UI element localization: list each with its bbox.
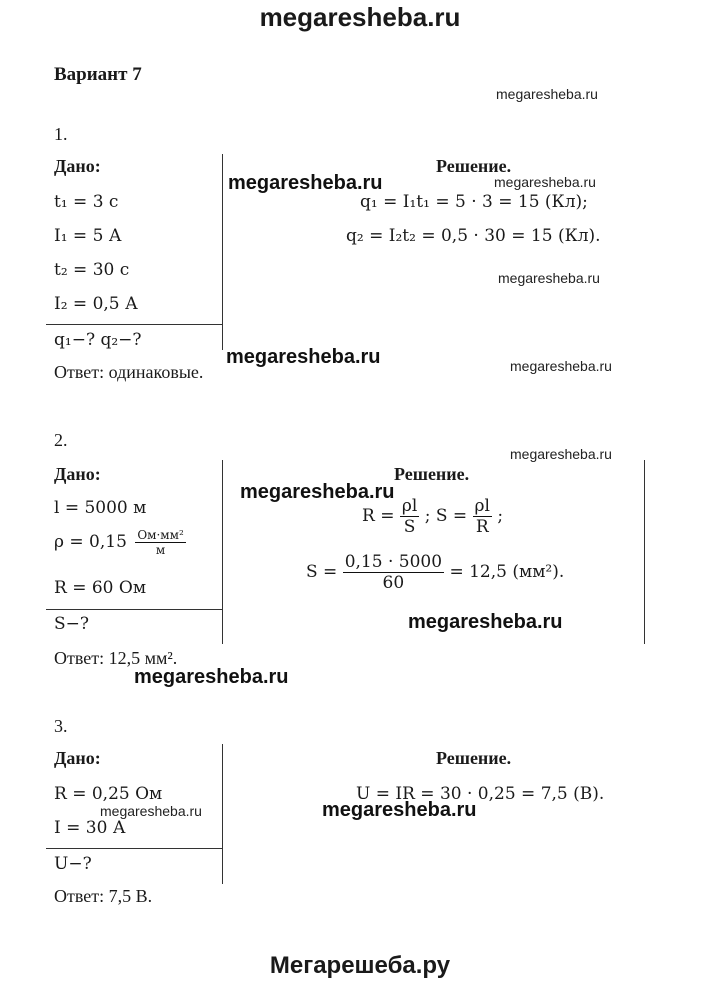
watermark-big: megaresheba.ru [408, 611, 563, 633]
find-line: q₁−? q₂−? [54, 330, 142, 350]
fraction-numerator: ρl [474, 496, 490, 516]
fraction-denominator: S [403, 517, 416, 537]
footer-site-title: Мегарешеба.ру [269, 952, 451, 979]
watermark-small: megaresheba.ru [510, 358, 612, 374]
watermark-small: megaresheba.ru [496, 86, 598, 102]
watermark-small: megaresheba.ru [498, 270, 600, 286]
given-line: R = 0,25 Ом [54, 784, 163, 804]
watermark-big: megaresheba.ru [240, 481, 395, 503]
watermark-small: megaresheba.ru [100, 803, 202, 819]
given-label: Дано: [54, 156, 101, 176]
problem-number: 3. [54, 716, 68, 736]
unit-denominator: м [155, 543, 166, 557]
given-line [54, 528, 186, 557]
solution-line: q₁ = I₁t₁ = 5 · 3 = 15 (Кл); [360, 192, 588, 212]
divider-vertical [222, 744, 223, 884]
solution-line: U = IR = 30 · 0,25 = 7,5 (В). [356, 784, 605, 804]
given-line: I₁ = 5 А [54, 226, 122, 246]
fraction-denominator: R [475, 517, 489, 537]
solution-label: Решение. [436, 156, 512, 176]
given-label: Дано: [54, 748, 101, 768]
fraction [473, 496, 492, 537]
divider-horizontal [46, 848, 223, 849]
solution-label: Решение. [436, 748, 512, 768]
given-rho-prefix: ρ = 0,15 [54, 532, 127, 552]
watermark-big: megaresheba.ru [226, 346, 381, 368]
fraction-numerator: ρl [401, 496, 418, 516]
fraction [343, 552, 444, 593]
fraction-numerator: 0,15 · 5000 [344, 552, 443, 572]
answer: Ответ: одинаковые. [54, 362, 204, 382]
divider-vertical [222, 460, 223, 644]
variant-title: Вариант 7 [54, 64, 142, 85]
given-line: t₁ = 3 с [54, 192, 119, 212]
formula-part: S = [306, 562, 338, 582]
fraction-denominator: 60 [382, 573, 405, 593]
watermark-big: megaresheba.ru [228, 172, 383, 194]
answer: Ответ: 7,5 В. [54, 886, 153, 906]
unit-fraction [135, 528, 185, 557]
divider-horizontal [46, 324, 223, 325]
given-line: l = 5000 м [54, 498, 147, 518]
divider-vertical [222, 154, 223, 350]
watermark-small: megaresheba.ru [510, 446, 612, 462]
formula-part: ; [497, 506, 504, 526]
watermark-big: megaresheba.ru [134, 666, 289, 688]
given-line: I₂ = 0,5 А [54, 294, 138, 314]
watermark-big: megaresheba.ru [322, 799, 477, 821]
divider-vertical [644, 460, 645, 644]
solution-line [306, 552, 564, 593]
header-site-title: megaresheba.ru [259, 2, 461, 32]
given-line: R = 60 Ом [54, 578, 147, 598]
formula-part: ; S = [424, 506, 468, 526]
formula-part: = 12,5 (мм²). [449, 562, 565, 582]
problem-number: 1. [54, 124, 68, 144]
watermark-small: megaresheba.ru [494, 174, 596, 190]
problem-number: 2. [54, 430, 68, 450]
formula-part: R = [362, 506, 395, 526]
solution-label: Решение. [394, 464, 470, 484]
solution-line: q₂ = I₂t₂ = 0,5 · 30 = 15 (Кл). [346, 226, 601, 246]
given-line: t₂ = 30 с [54, 260, 130, 280]
given-label: Дано: [54, 464, 101, 484]
fraction [400, 496, 419, 537]
divider-horizontal [46, 609, 223, 610]
unit-numerator: Ом·мм² [137, 528, 184, 542]
answer: Ответ: 12,5 мм². [54, 648, 178, 668]
find-line: U−? [54, 854, 92, 874]
find-line: S−? [54, 614, 90, 634]
given-line: I = 30 А [54, 818, 126, 838]
